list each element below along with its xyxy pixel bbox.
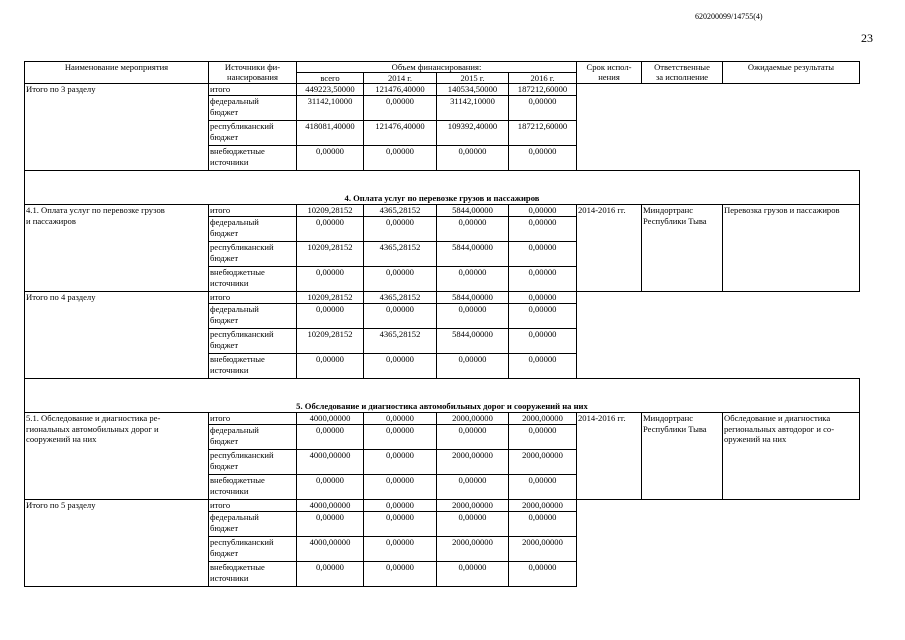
source-cell xyxy=(209,425,297,450)
source-line: федеральный xyxy=(210,217,259,227)
value-total-cell: 31142,10000 xyxy=(297,96,364,121)
activity-name-line: сооружений на них xyxy=(26,434,97,444)
source-line: итого xyxy=(210,84,231,94)
responsible-line: Республики Тыва xyxy=(643,423,707,434)
value-y2014-cell: 121476,40000 xyxy=(364,121,437,146)
blank-cell xyxy=(642,84,860,171)
source-cell xyxy=(209,217,297,242)
col-header-name-line: Наименование мероприятия xyxy=(64,62,169,72)
value-y2014-cell: 0,00000 xyxy=(364,537,437,562)
table-header-row-1 xyxy=(25,62,860,73)
source-line: республиканский xyxy=(210,329,274,339)
activity-name-cell xyxy=(25,292,209,379)
source-cell xyxy=(209,537,297,562)
term-cell: 2014-2016 гг. xyxy=(577,205,642,292)
responsible-cell xyxy=(642,205,723,292)
source-line: республиканский xyxy=(210,537,274,547)
source-line: источники xyxy=(210,277,249,288)
value-y2014-cell: 0,00000 xyxy=(364,475,437,500)
source-line: бюджет xyxy=(210,522,239,533)
source-line: внебюджетные xyxy=(210,146,265,156)
col-header-name xyxy=(25,62,209,84)
value-y2015-cell: 0,00000 xyxy=(437,217,509,242)
activity-name-line: Итого по 5 разделу xyxy=(26,500,96,510)
value-y2015-cell: 2000,00000 xyxy=(437,500,509,512)
value-y2015-cell: 5844,00000 xyxy=(437,242,509,267)
value-y2016-cell: 0,00000 xyxy=(509,96,577,121)
value-y2015-cell: 5844,00000 xyxy=(437,205,509,217)
value-total-cell: 0,00000 xyxy=(297,304,364,329)
value-y2014-cell: 0,00000 xyxy=(364,304,437,329)
section-title-row xyxy=(25,171,860,205)
activity-name-line: 4.1. Оплата услуг по перевозке грузов xyxy=(26,205,165,215)
source-line: бюджет xyxy=(210,106,239,117)
value-y2016-cell: 0,00000 xyxy=(509,329,577,354)
source-line: бюджет xyxy=(210,314,239,325)
source-cell xyxy=(209,512,297,537)
activity-name-line: Итого по 3 разделу xyxy=(26,84,96,94)
source-cell xyxy=(209,267,297,292)
value-total-cell: 4000,00000 xyxy=(297,450,364,475)
source-line: источники xyxy=(210,364,249,375)
activity-name-cell xyxy=(25,500,209,587)
table-row xyxy=(25,292,860,304)
value-y2014-cell: 0,00000 xyxy=(364,512,437,537)
value-total-cell: 4000,00000 xyxy=(297,537,364,562)
table-row xyxy=(25,413,860,425)
empty-term-cell xyxy=(577,84,642,171)
source-line: федеральный xyxy=(210,512,259,522)
source-cell xyxy=(209,475,297,500)
col-header-sources-line: нансирования xyxy=(227,72,278,82)
value-y2014-cell: 0,00000 xyxy=(364,267,437,292)
result-line: Перевозка грузов и пассажиров xyxy=(724,205,840,215)
value-y2015-cell: 109392,40000 xyxy=(437,121,509,146)
value-total-cell: 0,00000 xyxy=(297,146,364,171)
value-y2016-cell: 187212,60000 xyxy=(509,84,577,96)
source-line: бюджет xyxy=(210,339,239,350)
result-cell xyxy=(723,205,860,292)
value-y2016-cell: 0,00000 xyxy=(509,242,577,267)
value-y2015-cell: 0,00000 xyxy=(437,354,509,379)
source-cell xyxy=(209,413,297,425)
blank-cell xyxy=(642,500,860,587)
activity-name-cell xyxy=(25,413,209,500)
value-y2014-cell: 0,00000 xyxy=(364,146,437,171)
value-y2015-cell: 2000,00000 xyxy=(437,450,509,475)
source-line: источники xyxy=(210,156,249,167)
value-y2016-cell: 0,00000 xyxy=(509,425,577,450)
term-cell: 2014-2016 гг. xyxy=(577,413,642,500)
result-line: региональных автодорог и со- xyxy=(724,423,835,434)
value-y2014-cell: 4365,28152 xyxy=(364,329,437,354)
source-line: итого xyxy=(210,292,231,302)
source-line: федеральный xyxy=(210,304,259,314)
source-line: федеральный xyxy=(210,96,259,106)
value-y2016-cell: 0,00000 xyxy=(509,267,577,292)
source-line: источники xyxy=(210,485,249,496)
responsible-line: Республики Тыва xyxy=(643,215,707,226)
col-header-2015: 2015 г. xyxy=(437,73,509,84)
value-y2014-cell: 0,00000 xyxy=(364,217,437,242)
activity-name-line: Итого по 4 разделу xyxy=(26,292,96,302)
value-y2015-cell: 140534,50000 xyxy=(437,84,509,96)
value-y2015-cell: 0,00000 xyxy=(437,562,509,587)
col-header-responsible xyxy=(642,62,723,84)
source-cell xyxy=(209,304,297,329)
value-y2014-cell: 4365,28152 xyxy=(364,205,437,217)
value-y2016-cell: 0,00000 xyxy=(509,304,577,329)
col-header-term-line: Срок испол- xyxy=(586,62,632,72)
value-y2016-cell: 0,00000 xyxy=(509,292,577,304)
value-total-cell: 0,00000 xyxy=(297,512,364,537)
value-y2014-cell: 0,00000 xyxy=(364,354,437,379)
col-header-2014: 2014 г. xyxy=(364,73,437,84)
col-header-total: всего xyxy=(297,73,364,84)
col-header-sources-line: Источники фи- xyxy=(224,62,281,72)
value-y2015-cell: 0,00000 xyxy=(437,146,509,171)
source-cell xyxy=(209,292,297,304)
value-total-cell: 0,00000 xyxy=(297,267,364,292)
value-total-cell: 0,00000 xyxy=(297,562,364,587)
source-cell xyxy=(209,562,297,587)
source-cell xyxy=(209,96,297,121)
value-y2016-cell: 0,00000 xyxy=(509,205,577,217)
activity-name-cell xyxy=(25,84,209,171)
blank-cell xyxy=(642,292,860,379)
table-row xyxy=(25,84,860,96)
value-y2014-cell: 0,00000 xyxy=(364,450,437,475)
source-line: итого xyxy=(210,205,231,215)
page-number: 23 xyxy=(861,31,873,45)
value-y2016-cell: 2000,00000 xyxy=(509,500,577,512)
value-y2015-cell: 0,00000 xyxy=(437,304,509,329)
responsible-line: Миндортранс xyxy=(643,205,694,215)
value-total-cell: 4000,00000 xyxy=(297,500,364,512)
source-line: федеральный xyxy=(210,425,259,435)
value-y2016-cell: 0,00000 xyxy=(509,146,577,171)
value-total-cell: 449223,50000 xyxy=(297,84,364,96)
value-y2014-cell: 0,00000 xyxy=(364,500,437,512)
value-y2016-cell: 0,00000 xyxy=(509,475,577,500)
value-y2016-cell: 0,00000 xyxy=(509,562,577,587)
empty-term-cell xyxy=(577,292,642,379)
value-y2016-cell: 187212,60000 xyxy=(509,121,577,146)
source-line: бюджет xyxy=(210,252,239,263)
value-y2015-cell: 5844,00000 xyxy=(437,292,509,304)
source-line: внебюджетные xyxy=(210,562,265,572)
value-y2015-cell: 0,00000 xyxy=(437,512,509,537)
activity-name-line: гиональных автомобильных дорог и xyxy=(26,423,159,434)
source-cell xyxy=(209,121,297,146)
table-row xyxy=(25,205,860,217)
source-line: итого xyxy=(210,500,231,510)
value-y2015-cell: 5844,00000 xyxy=(437,329,509,354)
source-line: республиканский xyxy=(210,121,274,131)
col-header-term xyxy=(577,62,642,84)
source-line: бюджет xyxy=(210,227,239,238)
section-title: 4. Оплата услуг по перевозке грузов и пассажиров xyxy=(25,171,860,205)
col-header-sources xyxy=(209,62,297,84)
value-total-cell: 10209,28152 xyxy=(297,205,364,217)
source-cell xyxy=(209,329,297,354)
activity-name-line: 5.1. Обследование и диагностика ре- xyxy=(26,413,161,423)
source-line: внебюджетные xyxy=(210,354,265,364)
value-total-cell: 10209,28152 xyxy=(297,329,364,354)
value-y2016-cell: 0,00000 xyxy=(509,217,577,242)
value-total-cell: 10209,28152 xyxy=(297,242,364,267)
value-y2014-cell: 0,00000 xyxy=(364,562,437,587)
result-line: Обследование и диагностика xyxy=(724,413,831,423)
result-line: оружений на них xyxy=(724,434,787,444)
value-total-cell: 0,00000 xyxy=(297,217,364,242)
value-y2015-cell: 0,00000 xyxy=(437,267,509,292)
value-y2014-cell: 0,00000 xyxy=(364,413,437,425)
value-y2015-cell: 2000,00000 xyxy=(437,537,509,562)
value-y2014-cell: 4365,28152 xyxy=(364,292,437,304)
source-cell xyxy=(209,84,297,96)
value-y2015-cell: 2000,00000 xyxy=(437,413,509,425)
activity-name-line: и пассажиров xyxy=(26,215,76,226)
result-cell xyxy=(723,413,860,500)
section-title: 5. Обследование и диагностика автомобильных дорог и сооружений на них xyxy=(25,379,860,413)
value-y2016-cell: 2000,00000 xyxy=(509,413,577,425)
value-y2015-cell: 31142,10000 xyxy=(437,96,509,121)
source-cell xyxy=(209,146,297,171)
value-total-cell: 0,00000 xyxy=(297,354,364,379)
source-cell xyxy=(209,242,297,267)
source-line: внебюджетные xyxy=(210,267,265,277)
value-y2015-cell: 0,00000 xyxy=(437,425,509,450)
col-header-responsible-line: за исполнение xyxy=(655,72,709,82)
value-y2016-cell: 2000,00000 xyxy=(509,537,577,562)
value-y2014-cell: 0,00000 xyxy=(364,425,437,450)
value-y2014-cell: 4365,28152 xyxy=(364,242,437,267)
source-line: республиканский xyxy=(210,242,274,252)
activity-name-cell xyxy=(25,205,209,292)
source-cell xyxy=(209,354,297,379)
source-line: республиканский xyxy=(210,450,274,460)
source-line: бюджет xyxy=(210,460,239,471)
source-line: бюджет xyxy=(210,131,239,142)
financing-table xyxy=(24,61,860,587)
source-line: бюджет xyxy=(210,547,239,558)
value-y2016-cell: 2000,00000 xyxy=(509,450,577,475)
value-y2016-cell: 0,00000 xyxy=(509,512,577,537)
empty-term-cell xyxy=(577,500,642,587)
value-total-cell: 4000,00000 xyxy=(297,413,364,425)
value-total-cell: 0,00000 xyxy=(297,425,364,450)
col-header-results: Ожидаемые результаты xyxy=(723,62,860,84)
source-line: источники xyxy=(210,572,249,583)
value-total-cell: 0,00000 xyxy=(297,475,364,500)
source-cell xyxy=(209,205,297,217)
source-line: бюджет xyxy=(210,435,239,446)
col-header-volume: Объем финансирования: xyxy=(297,62,577,73)
responsible-cell xyxy=(642,413,723,500)
source-line: внебюджетные xyxy=(210,475,265,485)
value-total-cell: 418081,40000 xyxy=(297,121,364,146)
table-row xyxy=(25,500,860,512)
col-header-responsible-line: Ответственные xyxy=(654,62,710,72)
value-y2014-cell: 121476,40000 xyxy=(364,84,437,96)
section-title-row xyxy=(25,379,860,413)
source-cell xyxy=(209,500,297,512)
value-total-cell: 10209,28152 xyxy=(297,292,364,304)
col-header-2016: 2016 г. xyxy=(509,73,577,84)
responsible-line: Миндортранс xyxy=(643,413,694,423)
col-header-term-line: нения xyxy=(598,72,620,82)
source-line: итого xyxy=(210,413,231,423)
document-code: 620200099/14755(4) xyxy=(695,12,763,21)
value-y2015-cell: 0,00000 xyxy=(437,475,509,500)
value-y2016-cell: 0,00000 xyxy=(509,354,577,379)
source-cell xyxy=(209,450,297,475)
value-y2014-cell: 0,00000 xyxy=(364,96,437,121)
